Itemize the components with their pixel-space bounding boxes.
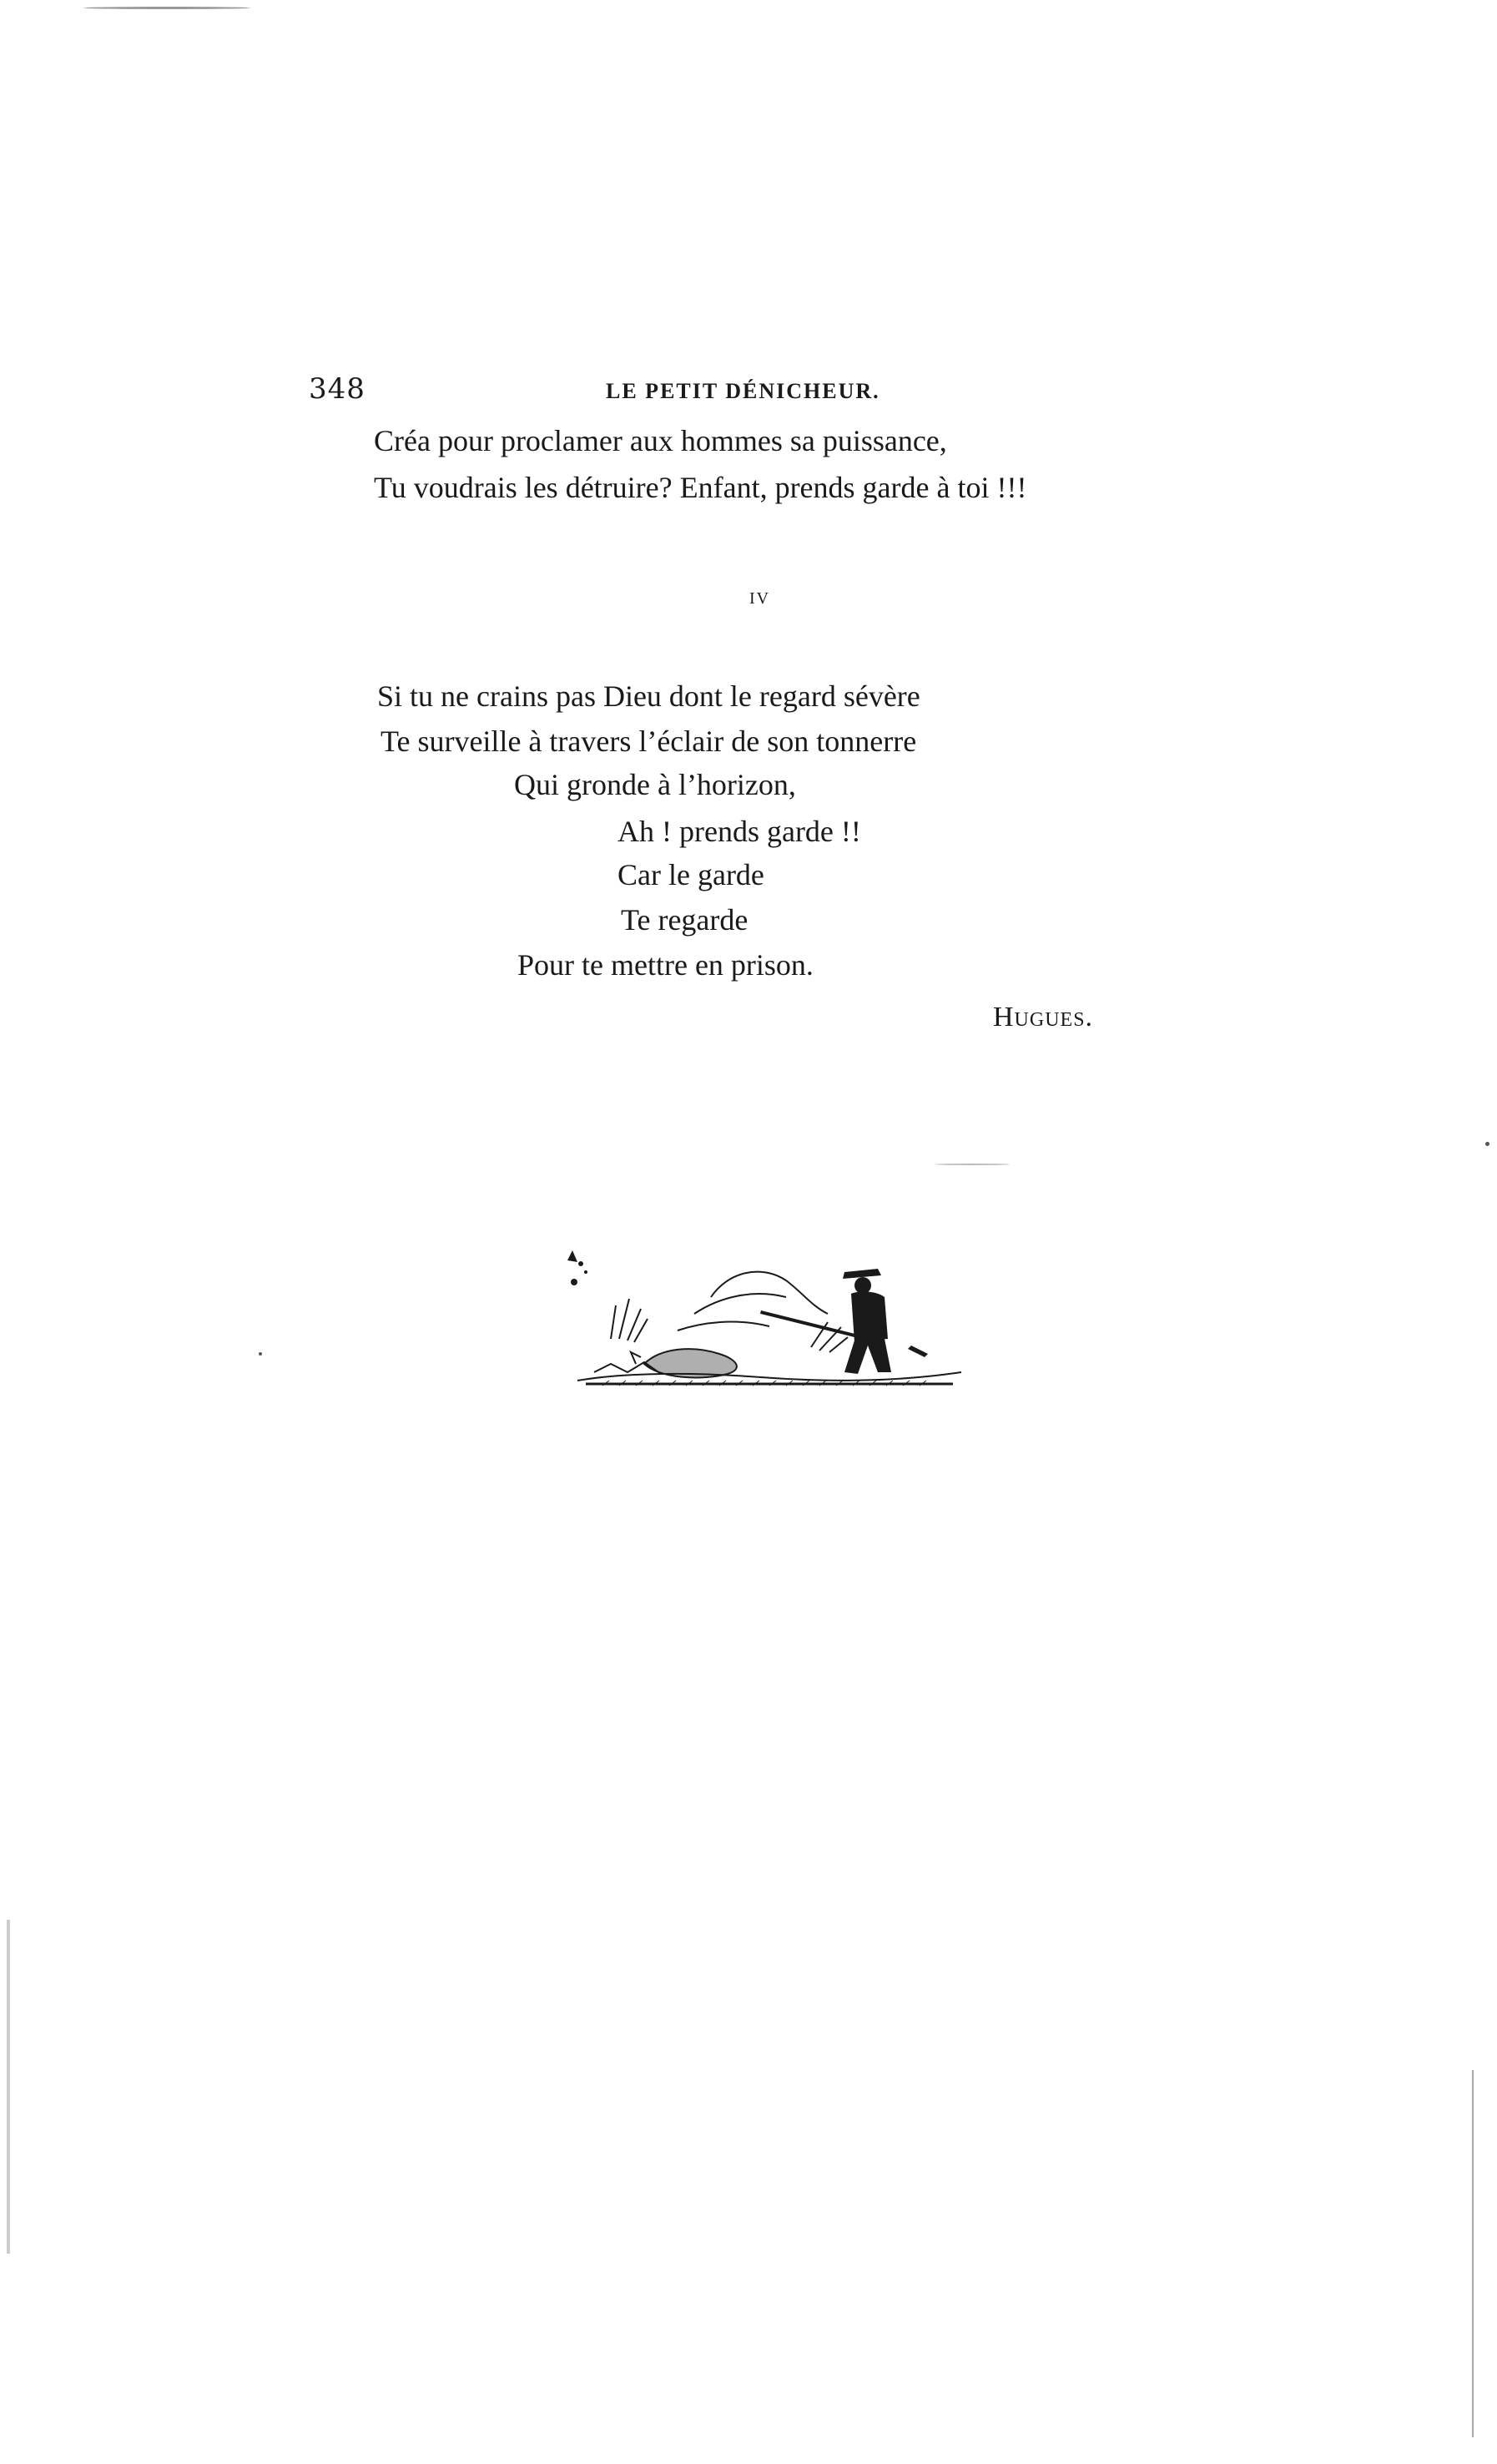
scan-artifact xyxy=(935,1164,1010,1165)
verse-line: Te regarde xyxy=(621,903,748,937)
page-edge-line xyxy=(1472,2070,1474,2437)
verse-line: Ah ! prends garde !! xyxy=(617,815,861,848)
verse-line: Te surveille à travers l’éclair de son tonnerre xyxy=(381,725,917,758)
verse-line: Car le garde xyxy=(617,858,764,891)
verse-line: Si tu ne crains pas Dieu dont le regard sévère xyxy=(377,679,920,713)
page-number: 348 xyxy=(309,372,365,406)
scan-artifact xyxy=(1485,1142,1489,1146)
scan-artifact xyxy=(83,7,250,9)
page-edge-line xyxy=(7,1920,10,2254)
verse-line: Pour te mettre en prison. xyxy=(517,948,814,982)
scan-artifact xyxy=(259,1352,262,1356)
section-number: IV xyxy=(749,589,771,608)
running-title: LE PETIT DÉNICHEUR. xyxy=(606,379,880,403)
verse-line: Créa pour proclamer aux hommes sa puissance, xyxy=(374,424,947,457)
author-signature: Hugues. xyxy=(993,1002,1094,1033)
verse-line: Tu voudrais les détruire? Enfant, prends garde à toi !!! xyxy=(374,471,1027,504)
hunter-vignette-illustration xyxy=(561,1247,978,1391)
verse-line: Qui gronde à l’horizon, xyxy=(514,768,796,801)
